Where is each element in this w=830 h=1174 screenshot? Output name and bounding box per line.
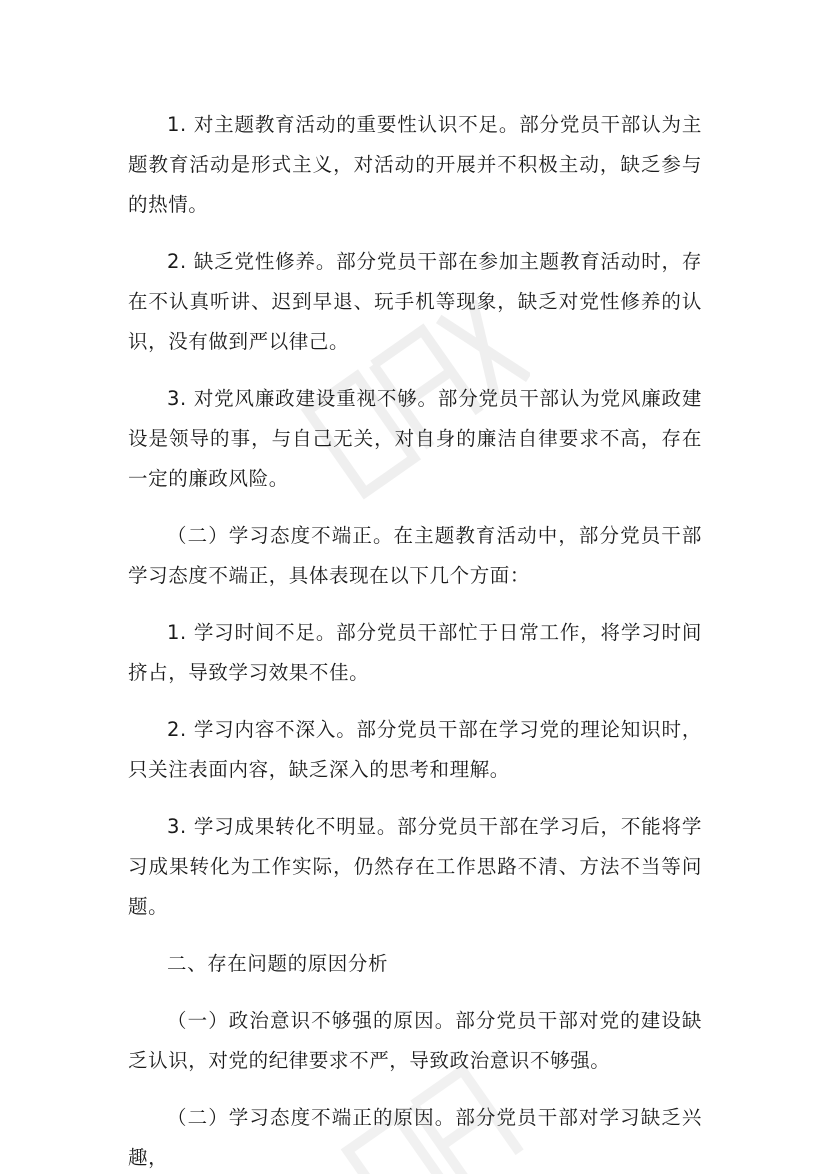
paragraph: 3. 学习成果转化不明显。部分党员干部在学习后，不能将学习成果转化为工作实际，仍然存在工作思路不清、方法不当等问题。: [128, 815, 702, 918]
paragraph: 1. 学习时间不足。部分党员干部忙于日常工作，将学习时间挤占，导致学习效果不佳。: [128, 621, 702, 684]
paragraph: （一）政治意识不够强的原因。部分党员干部对党的建设缺乏认识，对党的纪律要求不严，导致政治意识不够强。: [128, 1009, 702, 1072]
paragraph: （二）学习态度不端正。在主题教育活动中，部分党员干部学习态度不端正，具体表现在以下几个方面：: [128, 524, 702, 587]
section-heading: 二、存在问题的原因分析: [167, 952, 389, 975]
paragraph: 1. 对主题教育活动的重要性认识不足。部分党员干部认为主题教育活动是形式主义，对活动的开展并不积极主动，缺乏参与的热情。: [128, 113, 702, 216]
paragraph: 2. 学习内容不深入。部分党员干部在学习党的理论知识时，只关注表面内容，缺乏深入的思考和理解。: [128, 718, 702, 781]
paragraph: （二）学习态度不端正的原因。部分党员干部对学习缺乏兴趣，: [128, 1106, 702, 1169]
paragraph: 3. 对党风廉政建设重视不够。部分党员干部认为党风廉政建设是领导的事，与自己无关，对自身的廉洁自律要求不高，存在一定的廉政风险。: [128, 387, 702, 490]
document-body: [128, 105, 702, 1174]
paragraph: 2. 缺乏党性修养。部分党员干部在参加主题教育活动时，存在不认真听讲、迟到早退、玩手机等现象，缺乏对党性修养的认识，没有做到严以律己。: [128, 250, 702, 353]
